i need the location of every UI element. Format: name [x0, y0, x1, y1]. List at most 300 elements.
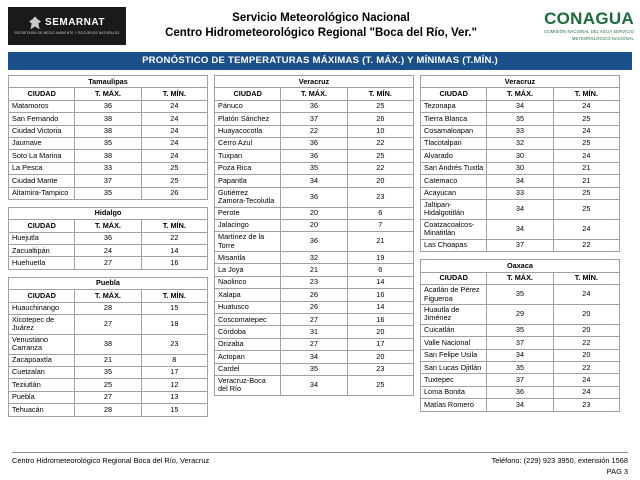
tmin-value: 24: [553, 219, 619, 239]
tmax-value: 35: [487, 113, 553, 125]
semarnat-logo: [6, 5, 128, 47]
tmax-value: 36: [281, 187, 347, 207]
tmin-value: 17: [347, 338, 413, 350]
tmax-value: 35: [487, 285, 553, 305]
tmax-value: 34: [487, 219, 553, 239]
column-left: [8, 75, 208, 417]
table-row: [215, 162, 414, 174]
semarnat-logo-name: SEMARNAT: [45, 17, 105, 29]
table-row: [9, 175, 208, 187]
city-name: Xalapa: [215, 289, 281, 301]
tmin-value: 16: [347, 314, 413, 326]
table-row: [215, 301, 414, 313]
tmax-value: 30: [487, 162, 553, 174]
tmax-value: 35: [75, 187, 141, 199]
tmax-value: 27: [75, 391, 141, 403]
tmax-value: 35: [487, 362, 553, 374]
city-name: Alvarado: [421, 150, 487, 162]
tmin-value: 6: [347, 207, 413, 219]
column-header-row: [9, 290, 208, 302]
tmin-value: 25: [141, 162, 207, 174]
tmin-column-header: T. MÍN.: [141, 290, 207, 302]
tmax-value: 35: [487, 324, 553, 336]
tmin-value: 25: [347, 150, 413, 162]
city-name: San Fernando: [9, 113, 75, 125]
city-name: Cuicatlán: [421, 324, 487, 336]
table-row: [9, 404, 208, 416]
tmax-value: 34: [281, 351, 347, 363]
semarnat-logo-top: [29, 16, 105, 29]
table-row: [9, 100, 208, 112]
city-name: Orizaba: [215, 338, 281, 350]
table-row: [421, 137, 620, 149]
tmin-value: 13: [141, 391, 207, 403]
tmin-value: 22: [553, 239, 619, 251]
footer-phone: Teléfono: (229) 923 3950, extensión 1568: [491, 456, 628, 465]
tmin-value: 26: [347, 113, 413, 125]
table-row: [215, 264, 414, 276]
city-name: Poza Rica: [215, 162, 281, 174]
table-row: [9, 379, 208, 391]
table-row: [215, 137, 414, 149]
page-title: [128, 11, 514, 41]
tmin-value: 19: [347, 252, 413, 264]
city-column-header: CIUDAD: [9, 220, 75, 232]
table-row: [215, 125, 414, 137]
state-name: Hidalgo: [9, 207, 208, 219]
state-header-row: [421, 260, 620, 272]
table-row: [215, 175, 414, 187]
tmin-value: 20: [553, 349, 619, 361]
tmin-value: 7: [347, 219, 413, 231]
tmin-value: 16: [347, 289, 413, 301]
conagua-logo-subtitle: COMISIÓN NACIONAL DEL AGUA SERVICIO METEOROLÓGICO NACIONAL: [544, 29, 634, 41]
tmin-value: 14: [347, 276, 413, 288]
table-row: [421, 150, 620, 162]
table-spacer: [420, 252, 620, 259]
column-header-row: [9, 88, 208, 100]
tmax-value: 28: [75, 404, 141, 416]
forecast-table: [8, 277, 208, 417]
table-row: [421, 349, 620, 361]
tmin-value: 23: [347, 363, 413, 375]
city-name: Matías Romero: [421, 399, 487, 411]
tmax-value: 30: [487, 150, 553, 162]
state-header-row: [9, 76, 208, 88]
tmin-value: 22: [141, 232, 207, 244]
table-row: [421, 285, 620, 305]
tmax-value: 24: [75, 245, 141, 257]
tmax-column-header: T. MÁX.: [75, 290, 141, 302]
table-row: [421, 125, 620, 137]
tmin-value: 24: [553, 386, 619, 398]
table-row: [9, 354, 208, 366]
table-row: [421, 175, 620, 187]
column-header-row: [9, 220, 208, 232]
tmax-value: 26: [281, 301, 347, 313]
tmin-value: 24: [141, 137, 207, 149]
tmin-value: 25: [141, 175, 207, 187]
city-name: Loma Bonita: [421, 386, 487, 398]
tmax-value: 36: [75, 232, 141, 244]
city-name: Cuetzalan: [9, 366, 75, 378]
tmin-value: 24: [141, 150, 207, 162]
city-name: Cerro Azul: [215, 137, 281, 149]
page-header: [0, 0, 640, 50]
tmin-value: 24: [141, 113, 207, 125]
table-row: [215, 150, 414, 162]
city-name: Huauchinango: [9, 302, 75, 314]
tmax-value: 21: [75, 354, 141, 366]
tmin-value: 22: [553, 337, 619, 349]
tmin-value: 24: [553, 125, 619, 137]
city-name: Veracruz-Boca del Río: [215, 375, 281, 395]
city-column-header: CIUDAD: [421, 272, 487, 284]
state-name: Puebla: [9, 277, 208, 289]
city-name: Puebla: [9, 391, 75, 403]
city-name: San Felipe Usila: [421, 349, 487, 361]
city-name: Córdoba: [215, 326, 281, 338]
city-column-header: CIUDAD: [421, 88, 487, 100]
tmax-value: 36: [281, 232, 347, 252]
tmin-value: 18: [141, 315, 207, 335]
state-header-row: [9, 277, 208, 289]
state-name: Veracruz: [215, 76, 414, 88]
tmin-value: 14: [141, 245, 207, 257]
table-row: [9, 315, 208, 335]
city-name: Jaltipan- Hidalgotitlán: [421, 199, 487, 219]
tmin-value: 24: [141, 100, 207, 112]
table-row: [421, 162, 620, 174]
tmin-value: 25: [553, 137, 619, 149]
table-row: [215, 232, 414, 252]
city-name: Ciudad Mante: [9, 175, 75, 187]
city-name: Huejutla: [9, 232, 75, 244]
tmin-value: 10: [347, 125, 413, 137]
column-right: [420, 75, 620, 412]
tmax-value: 35: [281, 363, 347, 375]
table-row: [215, 351, 414, 363]
forecast-table: [8, 207, 208, 270]
tmin-column-header: T. MÍN.: [141, 88, 207, 100]
city-name: Actopan: [215, 351, 281, 363]
tmin-value: 20: [347, 351, 413, 363]
tmin-value: 24: [141, 125, 207, 137]
tmin-value: 22: [347, 162, 413, 174]
tmax-value: 37: [487, 239, 553, 251]
table-row: [421, 239, 620, 251]
city-name: Huayacocotla: [215, 125, 281, 137]
tmax-value: 27: [281, 338, 347, 350]
city-name: Cardel: [215, 363, 281, 375]
tmax-value: 34: [487, 199, 553, 219]
table-row: [215, 207, 414, 219]
city-name: Valle Nacional: [421, 337, 487, 349]
tmax-value: 34: [487, 100, 553, 112]
tmax-column-header: T. MÁX.: [487, 272, 553, 284]
table-row: [421, 399, 620, 411]
semarnat-logo-subtitle: SECRETARÍA DE MEDIO AMBIENTE Y RECURSOS NATURALES: [14, 31, 120, 36]
page-footer: [0, 452, 640, 476]
tmin-value: 12: [141, 379, 207, 391]
tmax-value: 25: [75, 379, 141, 391]
state-name: Tamaulipas: [9, 76, 208, 88]
city-name: Naolinco: [215, 276, 281, 288]
forecast-table: [8, 75, 208, 200]
table-row: [421, 100, 620, 112]
city-name: Pánuco: [215, 100, 281, 112]
table-row: [9, 125, 208, 137]
tmin-value: 20: [553, 324, 619, 336]
city-name: Coscomatepec: [215, 314, 281, 326]
table-spacer: [8, 270, 208, 277]
city-name: La Joya: [215, 264, 281, 276]
city-name: San Lucas Ojitlán: [421, 362, 487, 374]
tmin-value: 14: [347, 301, 413, 313]
city-name: Matamoros: [9, 100, 75, 112]
city-name: Coatzacoalcos-Minatitlán: [421, 219, 487, 239]
tmax-value: 38: [75, 150, 141, 162]
table-row: [421, 305, 620, 325]
table-row: [9, 187, 208, 199]
forecast-table: [420, 75, 620, 252]
tmin-value: 25: [347, 375, 413, 395]
table-row: [9, 366, 208, 378]
city-name: San Andrés Tuxtla: [421, 162, 487, 174]
city-name: Misantla: [215, 252, 281, 264]
tmax-value: 20: [281, 219, 347, 231]
tmax-value: 27: [75, 257, 141, 269]
tmin-value: 24: [553, 100, 619, 112]
city-column-header: CIUDAD: [9, 88, 75, 100]
tmax-value: 32: [281, 252, 347, 264]
page-title-line2: Centro Hidrometeorológico Regional "Boca del Río, Ver.": [165, 27, 477, 39]
tmax-value: 35: [75, 366, 141, 378]
city-name: Papantla: [215, 175, 281, 187]
semarnat-logo-box: [8, 7, 126, 45]
table-row: [215, 314, 414, 326]
city-name: Gutiérrez Zamora-Tecolutla: [215, 187, 281, 207]
city-name: Teziutlán: [9, 379, 75, 391]
tmax-value: 34: [281, 175, 347, 187]
tmin-value: 23: [553, 399, 619, 411]
tmax-value: 38: [75, 334, 141, 354]
tmax-value: 36: [487, 386, 553, 398]
city-name: Zacualtipán: [9, 245, 75, 257]
table-row: [215, 363, 414, 375]
tmax-value: 26: [281, 289, 347, 301]
city-name: Perote: [215, 207, 281, 219]
tmax-value: 36: [281, 150, 347, 162]
table-row: [421, 113, 620, 125]
table-row: [421, 386, 620, 398]
city-name: Tuxpan: [215, 150, 281, 162]
tmin-value: 8: [141, 354, 207, 366]
footer-office: Centro Hidrometeorológico Regional Boca del Río, Veracruz: [12, 456, 210, 465]
city-name: Xicotepec de Juárez: [9, 315, 75, 335]
table-row: [9, 232, 208, 244]
page-number: PAG 3: [606, 467, 628, 476]
city-name: Tezonapa: [421, 100, 487, 112]
tmin-value: 22: [553, 362, 619, 374]
tmin-value: 26: [141, 187, 207, 199]
tmax-column-header: T. MÁX.: [281, 88, 347, 100]
table-row: [215, 289, 414, 301]
table-row: [421, 362, 620, 374]
tmax-value: 36: [75, 100, 141, 112]
forecast-columns: [0, 70, 640, 417]
tmin-value: 25: [553, 187, 619, 199]
state-header-row: [215, 76, 414, 88]
tmax-value: 35: [281, 162, 347, 174]
state-name: Veracruz: [421, 76, 620, 88]
table-row: [421, 187, 620, 199]
table-row: [215, 219, 414, 231]
tmin-value: 24: [553, 374, 619, 386]
tmin-value: 21: [553, 162, 619, 174]
table-row: [9, 162, 208, 174]
city-column-header: CIUDAD: [9, 290, 75, 302]
tmax-value: 20: [281, 207, 347, 219]
table-row: [215, 375, 414, 395]
column-header-row: [421, 88, 620, 100]
city-name: Cosamaloapan: [421, 125, 487, 137]
table-row: [421, 324, 620, 336]
tmin-value: 6: [347, 264, 413, 276]
city-name: Acayucan: [421, 187, 487, 199]
tmax-value: 33: [487, 125, 553, 137]
state-header-row: [421, 76, 620, 88]
table-row: [215, 187, 414, 207]
state-name: Oaxaca: [421, 260, 620, 272]
tmax-column-header: T. MÁX.: [487, 88, 553, 100]
table-row: [9, 334, 208, 354]
tmin-value: 25: [553, 113, 619, 125]
city-name: Tlacotalpan: [421, 137, 487, 149]
table-row: [9, 257, 208, 269]
tmin-value: 21: [553, 175, 619, 187]
eagle-icon: [29, 16, 41, 29]
tmax-value: 33: [487, 187, 553, 199]
table-row: [215, 338, 414, 350]
tmin-value: 20: [553, 305, 619, 325]
table-row: [421, 199, 620, 219]
forecast-band-title: PRONÓSTICO DE TEMPERATURAS MÁXIMAS (T. MÁX.) Y MÍNIMAS (T.MÍN.): [8, 52, 632, 70]
city-name: Tehuacán: [9, 404, 75, 416]
tmax-value: 28: [75, 302, 141, 314]
tmin-column-header: T. MÍN.: [141, 220, 207, 232]
tmin-value: 24: [553, 285, 619, 305]
tmin-column-header: T. MÍN.: [553, 272, 619, 284]
tmax-value: 34: [281, 375, 347, 395]
tmin-value: 23: [347, 187, 413, 207]
footer-divider: [12, 452, 628, 453]
tmin-value: 16: [141, 257, 207, 269]
city-name: Las Choapas: [421, 239, 487, 251]
tmax-value: 36: [281, 137, 347, 149]
tmax-value: 37: [75, 175, 141, 187]
tmax-value: 21: [281, 264, 347, 276]
tmin-value: 15: [141, 302, 207, 314]
table-row: [9, 137, 208, 149]
tmin-column-header: T. MÍN.: [347, 88, 413, 100]
city-name: Soto La Marina: [9, 150, 75, 162]
tmax-value: 35: [75, 137, 141, 149]
tmax-value: 33: [75, 162, 141, 174]
city-name: La Pesca: [9, 162, 75, 174]
tmin-value: 21: [347, 232, 413, 252]
city-name: Jalacingo: [215, 219, 281, 231]
tmax-value: 27: [75, 315, 141, 335]
tmin-value: 20: [347, 175, 413, 187]
table-row: [215, 100, 414, 112]
tmax-value: 34: [487, 175, 553, 187]
tmin-value: 17: [141, 366, 207, 378]
tmax-column-header: T. MÁX.: [75, 88, 141, 100]
conagua-logo: [514, 10, 634, 41]
state-header-row: [9, 207, 208, 219]
table-row: [215, 326, 414, 338]
tmin-value: 24: [553, 150, 619, 162]
city-column-header: CIUDAD: [215, 88, 281, 100]
tmin-column-header: T. MÍN.: [553, 88, 619, 100]
page-title-line1: Servicio Meteorológico Nacional: [232, 12, 410, 24]
forecast-table: [214, 75, 414, 396]
tmax-value: 37: [487, 337, 553, 349]
table-row: [9, 113, 208, 125]
city-name: Tuxtepec: [421, 374, 487, 386]
tmin-value: 25: [347, 100, 413, 112]
column-middle: [214, 75, 414, 396]
city-name: Venustiano Carranza: [9, 334, 75, 354]
city-name: Huehuetla: [9, 257, 75, 269]
city-name: Jaumave: [9, 137, 75, 149]
tmin-value: 23: [141, 334, 207, 354]
tmax-value: 23: [281, 276, 347, 288]
tmax-value: 32: [487, 137, 553, 149]
table-spacer: [8, 200, 208, 207]
tmax-value: 22: [281, 125, 347, 137]
tmax-value: 36: [281, 100, 347, 112]
city-name: Martínez de la Torre: [215, 232, 281, 252]
tmax-value: 29: [487, 305, 553, 325]
tmax-column-header: T. MÁX.: [75, 220, 141, 232]
city-name: Ciudad Victoria: [9, 125, 75, 137]
city-name: Huautla de Jiménez: [421, 305, 487, 325]
table-row: [215, 252, 414, 264]
table-row: [421, 337, 620, 349]
table-row: [9, 391, 208, 403]
city-name: Acatlán de Pérez Figueroa: [421, 285, 487, 305]
column-header-row: [421, 272, 620, 284]
tmax-value: 31: [281, 326, 347, 338]
table-row: [215, 276, 414, 288]
conagua-logo-name: CONAGUA: [544, 9, 634, 29]
table-row: [9, 150, 208, 162]
city-name: Huatusco: [215, 301, 281, 313]
city-name: Tierra Blanca: [421, 113, 487, 125]
table-row: [9, 245, 208, 257]
table-row: [421, 374, 620, 386]
tmin-value: 22: [347, 137, 413, 149]
tmin-value: 15: [141, 404, 207, 416]
tmax-value: 37: [487, 374, 553, 386]
city-name: Altamira-Tampico: [9, 187, 75, 199]
city-name: Zacapoaxtla: [9, 354, 75, 366]
tmax-value: 37: [281, 113, 347, 125]
tmin-value: 20: [347, 326, 413, 338]
tmax-value: 34: [487, 399, 553, 411]
